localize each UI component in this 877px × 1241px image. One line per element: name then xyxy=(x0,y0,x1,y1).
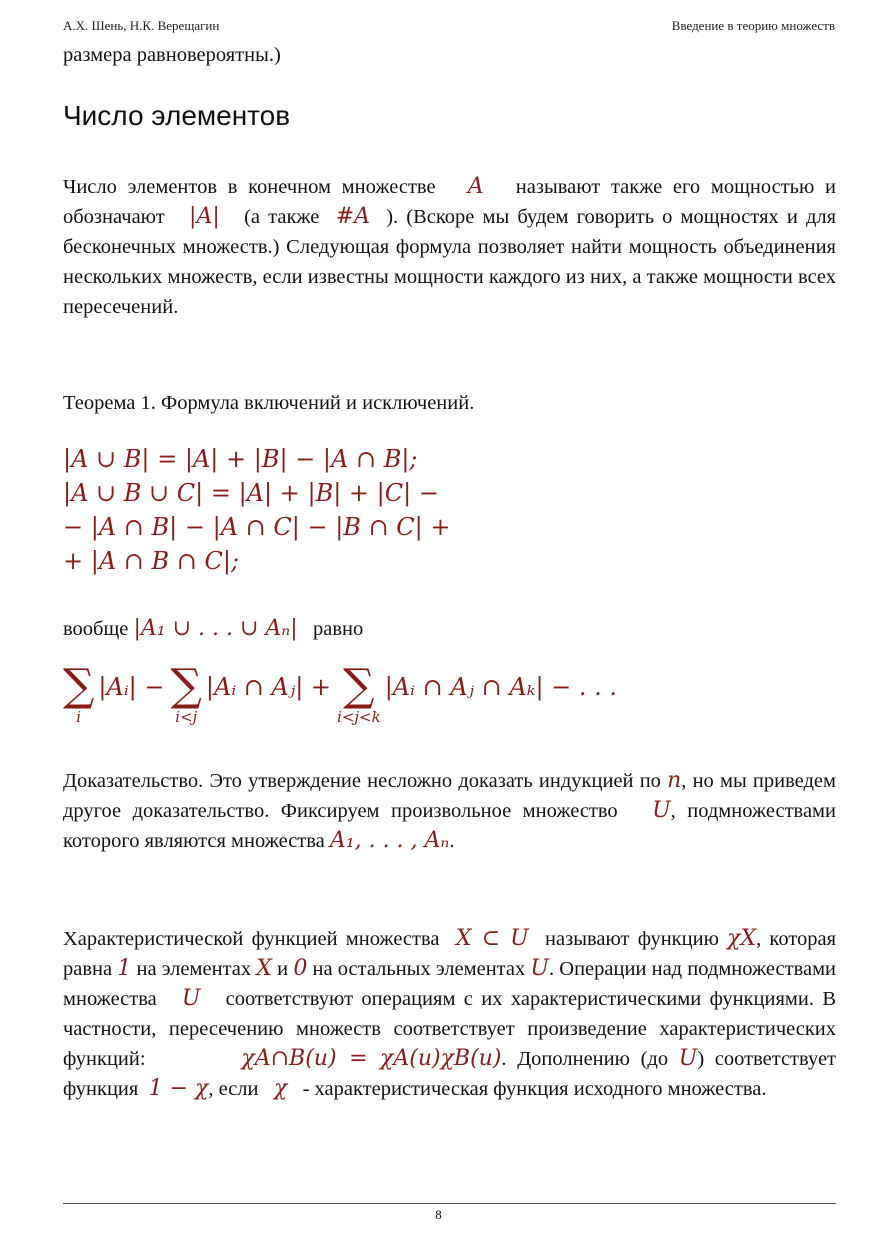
footer-rule xyxy=(63,1203,836,1204)
math-X-subset-U: X ⊂ U xyxy=(455,926,529,951)
math-chi: χ xyxy=(273,1076,288,1101)
math-U: U xyxy=(181,986,201,1011)
math-sequence: A₁, . . . , Aₙ xyxy=(329,828,450,853)
formula-line: + |A ∩ B ∩ C|; xyxy=(63,547,240,575)
math-U: U xyxy=(652,798,671,823)
math-U: U xyxy=(678,1046,698,1071)
math-X: X xyxy=(256,956,272,981)
inclusion-exclusion-formula xyxy=(63,442,836,578)
general-statement: вообще |A₁ ∪ . . . ∪ Aₙ| равно xyxy=(63,616,364,641)
sum-term-2: |Aᵢ ∩ Aⱼ| + xyxy=(205,673,332,701)
math-one-minus-chi: 1 − χ xyxy=(148,1076,209,1101)
math-chiX: χX xyxy=(727,926,757,951)
formula-line: |A ∪ B ∪ C| = |A| + |B| + |C| − xyxy=(63,479,439,507)
math-product-formula: χA∩B(u) = χA(u)χB(u) xyxy=(241,1046,502,1071)
math-hash-A: #A xyxy=(335,204,370,229)
math-abs-A: |A| xyxy=(189,204,220,229)
math-zero: 0 xyxy=(293,956,308,981)
paragraph-cardinality: Число элементов в конечном множестве A называют также его мощностью и обозначают |A| (а также #A ). (Вскоре мы будем говорить о мощностях и для бесконечных множеств.) Следующая формула позволяет найти мощность объединения нескольких множеств, если известны мощности каждого из них, а также мощности всех пересечений. xyxy=(63,174,837,318)
math-union-n: |A₁ ∪ . . . ∪ Aₙ| xyxy=(133,616,298,641)
sum-formula xyxy=(63,660,836,726)
sum-group-2: ∑ i<j xyxy=(170,660,202,726)
formula-line: |A ∪ B| = |A| + |B| − |A ∩ B|; xyxy=(63,445,418,473)
formula-line: − |A ∩ B| − |A ∩ C| − |B ∩ C| + xyxy=(63,513,451,541)
charfunc-paragraph: Характеристической функцией множества X ⊂ U называют функцию χX, которая равна 1 на элементах X и 0 на остальных элементах U. Операции над подмножествами множества U соответствуют операциям с их характеристическими функциями. В частности, пересечению множеств соответствует произведение характеристических функций: χA∩B(u) = χA(u)χB(u). Дополнению (до U) соответствует функция 1 − χ, если χ - характеристическая функция исходного множества. xyxy=(63,926,837,1101)
sum-term-1: |Aᵢ| − xyxy=(98,673,165,701)
running-header-title: Введение в теорию множеств xyxy=(671,18,835,33)
theorem-title: Теорема 1. Формула включений и исключений. xyxy=(63,392,475,414)
math-U: U xyxy=(530,956,549,981)
running-header-authors: А.Х. Шень, Н.К. Верещагин xyxy=(63,18,220,33)
math-one: 1 xyxy=(117,956,132,981)
math-n: n xyxy=(667,768,682,793)
sum-term-3: |Aᵢ ∩ Aⱼ ∩ Aₖ| − . . . xyxy=(384,673,618,701)
sum-group-3: ∑ i<j<k xyxy=(337,660,381,726)
sum-group-1: ∑ i xyxy=(63,660,95,726)
math-A: A xyxy=(467,174,484,199)
proof-paragraph: Доказательство. Это утверждение несложно доказать индукцией по n, но мы приведем другое доказательство. Фиксируем произвольное множество U, подмножествами которого являются множества A₁, . . . , Aₙ. xyxy=(63,768,836,853)
intro-tail: размера равновероятны.) xyxy=(63,44,281,66)
section-title: Число элементов xyxy=(63,100,291,131)
page-number: 8 xyxy=(435,1207,442,1222)
